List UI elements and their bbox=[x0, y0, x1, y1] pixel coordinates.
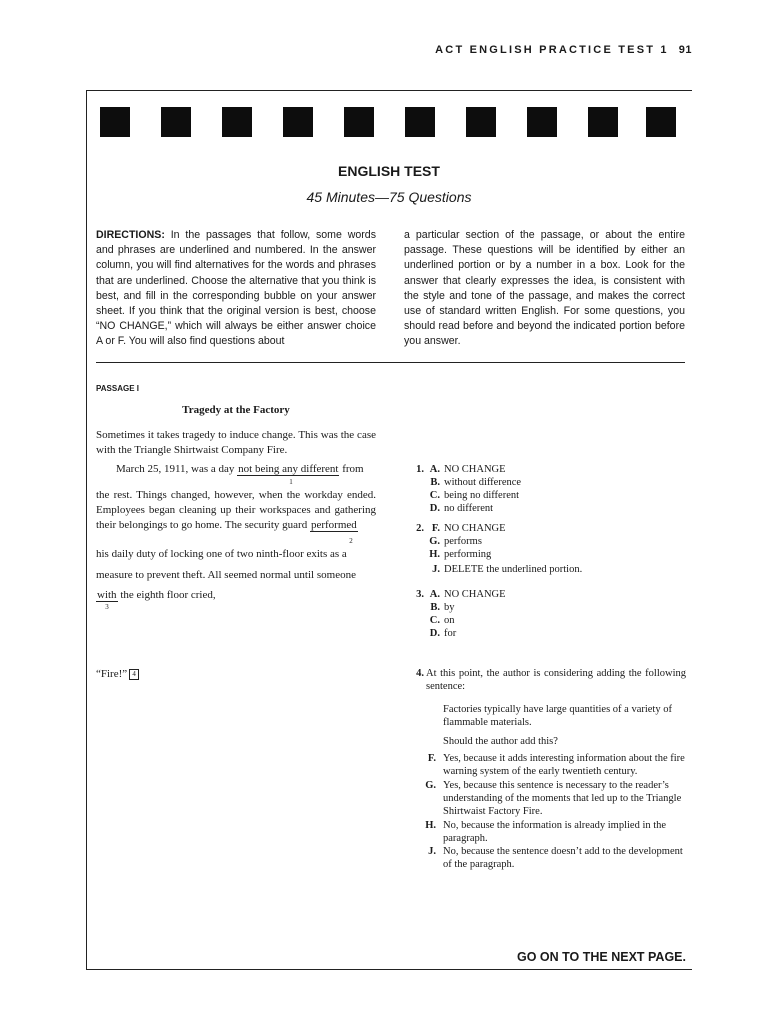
underlined-phrase-3: with bbox=[97, 589, 117, 601]
passage-fire-line bbox=[96, 667, 376, 682]
test-subtitle: 45 Minutes—75 Questions bbox=[306, 189, 472, 205]
registration-square bbox=[283, 107, 313, 137]
registration-square bbox=[466, 107, 496, 137]
directions-left-column bbox=[96, 228, 376, 350]
running-head bbox=[435, 44, 692, 56]
passage-label: PASSAGE I bbox=[96, 384, 139, 393]
frame-bottom-rule bbox=[86, 969, 692, 970]
underline-number-2: 2 bbox=[349, 537, 353, 545]
directions-right-column: a particular section of the passage, or about the entire passage. These questions will be identified by either an underlined portion or by a number in a box. Look for the answer that clearly expresses the idea, is consistent with the style and tone of the passage, and makes the correct use of standard written English. For some questions, you should read before and beyond the indicated portion before you answer. bbox=[404, 229, 685, 348]
passage-paragraph-2-body bbox=[96, 488, 376, 533]
passage-title: Tragedy at the Factory bbox=[182, 404, 290, 416]
passage-text: from bbox=[342, 463, 364, 475]
registration-square bbox=[527, 107, 557, 137]
passage-line: his daily duty of locking one of two ninth-floor exits as a bbox=[96, 548, 347, 560]
passage-text: the rest. Things changed, however, when the workday ended. Employees began cleaning up their workspaces and gathering their belongings to go home. The security guard bbox=[96, 489, 376, 531]
passage-line bbox=[116, 462, 376, 477]
passage-line bbox=[96, 588, 376, 603]
registration-square bbox=[344, 107, 374, 137]
question-number: 1. bbox=[416, 464, 424, 475]
registration-squares bbox=[100, 107, 676, 137]
section-separator bbox=[96, 362, 685, 363]
question-4-inserted-sentence: Factories typically have large quantities of a variety of flammable materials. bbox=[443, 704, 672, 728]
registration-square bbox=[646, 107, 676, 137]
registration-square bbox=[588, 107, 618, 137]
passage-text: “Fire!” bbox=[96, 668, 128, 680]
underlined-phrase-1: not being any different bbox=[238, 463, 339, 475]
question-number: 3. bbox=[416, 589, 424, 600]
underline-number-1: 1 bbox=[289, 478, 293, 486]
registration-square bbox=[161, 107, 191, 137]
frame-top-rule bbox=[86, 90, 692, 91]
passage-line: measure to prevent theft. All seemed normal until someone bbox=[96, 569, 356, 581]
question-4-stem: At this point, the author is considering adding the following sentence: bbox=[426, 668, 686, 692]
directions-label: DIRECTIONS: bbox=[96, 229, 165, 241]
directions-text-left: In the passages that follow, some words and phrases are underlined and numbered. In the answer column, you will find alternatives for the words and phrases that are underlined. Choose the alternative that you think is best, and fill in the corresponding bubble on your answer sheet. If you think that the original version is best, choose “NO CHANGE,” which will always be either answer choice A or F. You will also find questions about bbox=[96, 229, 376, 348]
registration-square bbox=[100, 107, 130, 137]
passage-paragraph-1: Sometimes it takes tragedy to induce change. This was the case with the Triangle Shirtwaist Company Fire. bbox=[96, 429, 376, 456]
page-number: 91 bbox=[678, 44, 692, 56]
go-on-notice: GO ON TO THE NEXT PAGE. bbox=[516, 950, 686, 964]
running-head-title: ACT ENGLISH PRACTICE TEST 1 bbox=[435, 44, 669, 56]
question-number: 2. bbox=[416, 523, 424, 534]
passage-text: March 25, 1911, was a day bbox=[116, 463, 235, 475]
test-title: ENGLISH TEST bbox=[338, 163, 440, 179]
registration-square bbox=[405, 107, 435, 137]
passage-text: the eighth floor cried, bbox=[120, 589, 216, 601]
underlined-phrase-2: performed bbox=[310, 519, 357, 531]
underline-number-3: 3 bbox=[105, 603, 109, 611]
boxed-question-number-4: 4 bbox=[129, 669, 139, 680]
registration-square bbox=[222, 107, 252, 137]
question-4-prompt: Should the author add this? bbox=[443, 736, 558, 747]
frame-left-rule bbox=[86, 90, 87, 970]
question-number: 4. bbox=[416, 668, 424, 679]
